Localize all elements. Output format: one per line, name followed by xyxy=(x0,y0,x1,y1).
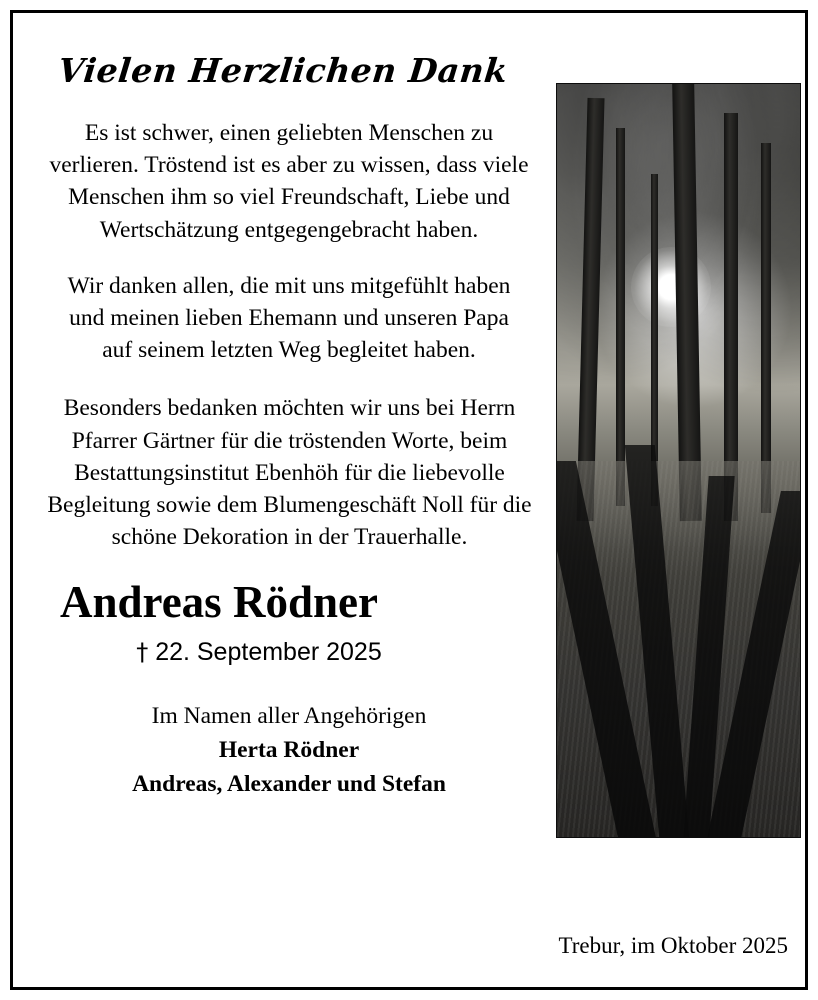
death-date-line xyxy=(33,637,545,667)
family-name-primary: Herta Rödner xyxy=(218,736,360,763)
place-and-date: Trebur, im Oktober 2025 xyxy=(558,933,788,958)
family-names-secondary: Andreas, Alexander und Stefan xyxy=(132,770,446,797)
card-content xyxy=(13,13,805,987)
family-intro: Im Namen aller Angehörigen xyxy=(151,702,427,729)
paragraph-thanks: Wir danken allen, die mit uns mitgefühlt haben und meinen lieben Ehemann und unseren Papa auf seinem letzten Weg begleitet haben. xyxy=(67,272,511,364)
memorial-photo xyxy=(556,83,801,838)
tree-trunk xyxy=(616,128,625,506)
cross-icon: † xyxy=(136,637,149,666)
paragraph-condolence: Es ist schwer, einen geliebten Menschen zu verlieren. Tröstend ist es aber zu wissen, dass viele Menschen ihm so viel Freundschaft, Liebe und Wertschätzung entgegengebracht haben. xyxy=(49,120,529,243)
photo-background xyxy=(556,83,801,838)
paragraph-special-thanks: Besonders bedanken möchten wir uns bei Herrn Pfarrer Gärtner für die tröstenden Worte, beim Bestattungsinstitut Ebenhöh für die liebevolle Begleitung sowie dem Blumengeschäft Noll für die schöne Dekoration in der Trauerhalle. xyxy=(47,395,532,551)
family-block xyxy=(33,699,545,801)
text-column xyxy=(33,117,545,801)
tree-trunk xyxy=(761,143,771,513)
thank-you-headline: Vielen Herzlichen Dank xyxy=(56,51,510,90)
sun-glow-icon xyxy=(631,247,711,327)
deceased-name: Andreas Rödner xyxy=(60,577,378,628)
death-date: 22. September 2025 xyxy=(155,637,382,666)
